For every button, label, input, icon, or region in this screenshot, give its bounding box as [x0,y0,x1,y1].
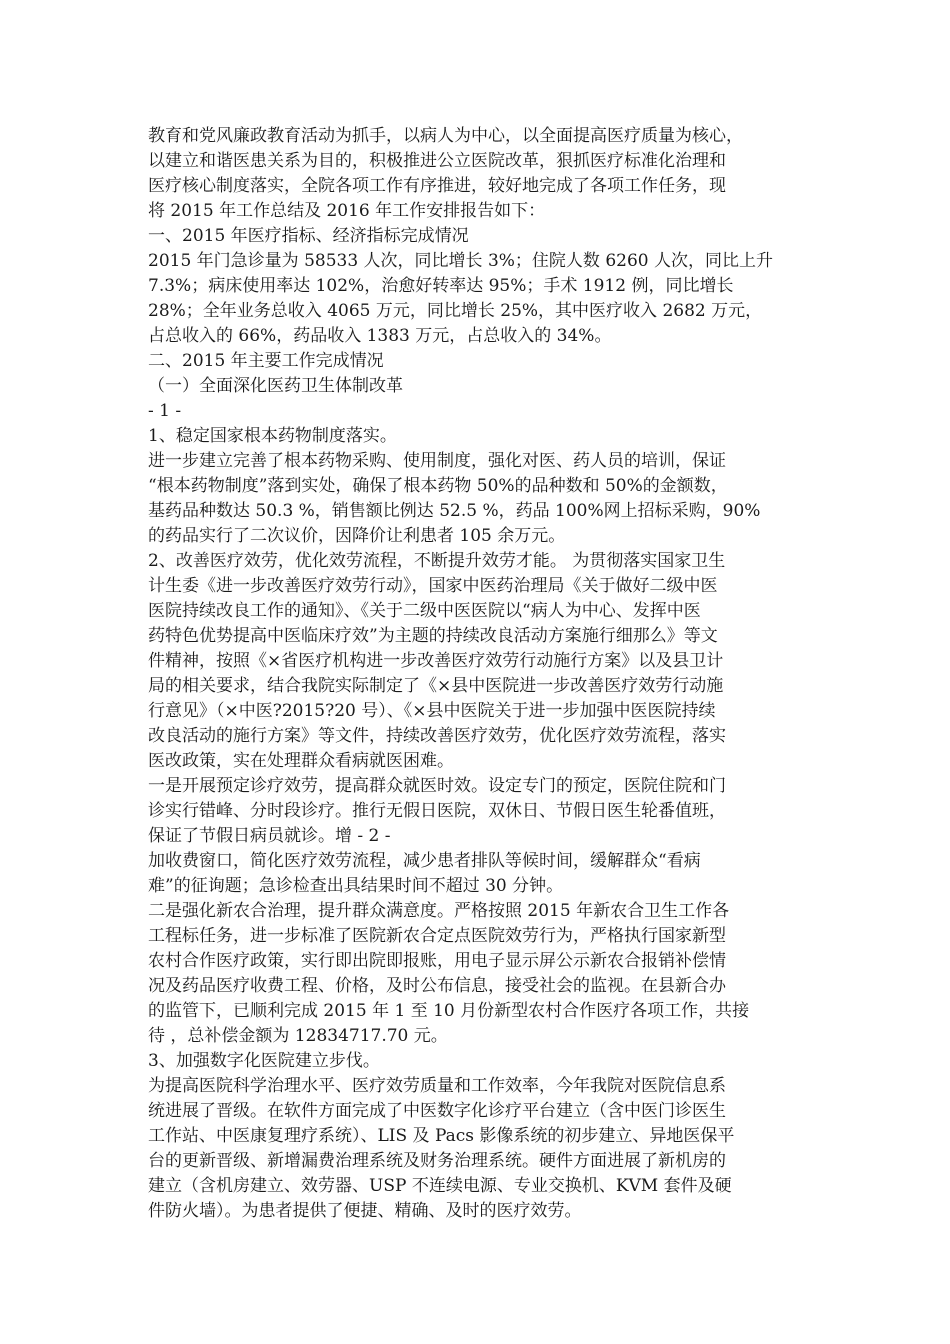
text-line: 二是强化新农合治理，提升群众满意度。严格按照 2015 年新农合卫生工作各 [148,901,730,921]
text-line: 以建立和谐医患关系为目的，积极推进公立医院改革，狠抓医疗标准化治理和 [148,151,726,171]
text-line: 待 ，总补偿金额为 12834717.70 元。 [148,1026,448,1046]
text-line: 2015 年门急诊量为 58533 人次，同比增长 3%；住院人数 6260 人次，同比上升 [148,251,773,271]
text-line: 7.3%；病床使用率达 102%，治愈好转率达 95%；手术 1912 例，同比增长 [148,276,734,296]
text-line: 工作站、中医康复理疗系统）、LIS 及 Pacs 影像系统的初步建立、异地医保平 [148,1126,735,1146]
text-line: 的药品实行了二次议价，因降价让利患者 105 余万元。 [148,526,566,546]
text-line: 的监管下，已顺利完成 2015 年 1 至 10 月份新型农村合作医疗各项工作，共接 [148,1001,750,1021]
text-line: 药特色优势提高中医临床疗效”为主题的持续改良活动方案施行细那么》等文 [148,626,718,646]
text-line: 加收费窗口，简化医疗效劳流程，减少患者排队等候时间，缓解群众“看病 [148,851,701,871]
text-line: 台的更新晋级、新增漏费治理系统及财务治理系统。硬件方面进展了新机房的 [148,1151,726,1171]
text-line: 统进展了晋级。在软件方面完成了中医数字化诊疗平台建立（含中医门诊医生 [148,1101,726,1121]
section-heading: 二、2015 年主要工作完成情况 [148,351,384,371]
text-line: 改良活动的施行方案》等文件，持续改善医疗效劳，优化医疗效劳流程，落实 [148,726,726,746]
text-line: 工程标任务，进一步标准了医院新农合定点医院效劳行为，严格执行国家新型 [148,926,726,946]
text-line: 教育和党风廉政教育活动为抓手，以病人为中心，以全面提高医疗质量为核心， [148,126,743,146]
text-line: 件防火墙）。为患者提供了便捷、精确、及时的医疗效劳。 [148,1201,582,1221]
text-line: 将 2015 年工作总结及 2016 年工作安排报告如下： [148,201,546,221]
text-line: 一是开展预定诊疗效劳，提高群众就医时效。设定专门的预定，医院住院和门 [148,776,726,796]
item-heading: 1、稳定国家根本药物制度落实。 [148,426,397,446]
text-line: 计生委《进一步改善医疗效劳行动》，国家中医药治理局《关于做好二级中医 [148,576,718,596]
text-line: 诊实行错峰、分时段诊疗。推行无假日医院，双休日、节假日医生轮番值班， [148,801,726,821]
section-heading: 一、2015 年医疗指标、经济指标完成情况 [148,226,469,246]
text-line: 难”的征询题；急诊检查出具结果时间不超过 30 分钟。 [148,876,564,896]
document-body [148,124,810,1224]
text-line: 保证了节假日病员就诊。增 - 2 - [148,826,391,846]
text-line: 件精神，按照《×省医疗机构进一步改善医疗效劳行动施行方案》以及县卫计 [148,651,724,671]
text-line: 况及药品医疗收费工程、价格，及时公布信息，接受社会的监视。在县新合办 [148,976,726,996]
text-line: 医院持续改良工作的通知》、《关于二级中医医院以“病人为中心、发挥中医 [148,601,701,621]
text-line: 建立（含机房建立、效劳器、USP 不连续电源、专业交换机、KVM 套件及硬 [148,1176,732,1196]
text-line: 进一步建立完善了根本药物采购、使用制度，强化对医、药人员的培训，保证 [148,451,726,471]
item-heading: 3、加强数字化医院建立步伐。 [148,1051,380,1071]
item-heading: 2、改善医疗效劳，优化效劳流程，不断提升效劳才能。 为贯彻落实国家卫生 [148,551,726,571]
subsection-heading: （一）全面深化医药卫生体制改革 [148,376,403,396]
text-line: 占总收入的 66%，药品收入 1383 万元，占总收入的 34%。 [148,326,612,346]
text-line: 28%；全年业务总收入 4065 万元，同比增长 25%，其中医疗收入 2682 万元， [148,301,763,321]
text-line: 为提高医院科学治理水平、医疗效劳质量和工作效率，今年我院对医院信息系 [148,1076,726,1096]
text-line: 医疗核心制度落实，全院各项工作有序推进，较好地完成了各项工作任务，现 [148,176,726,196]
text-line: 行意见》（×中医?2015?20 号）、《×县中医院关于进一步加强中医医院持续 [148,701,716,721]
page-number: - 1 - [148,401,182,421]
text-line: 局的相关要求，结合我院实际制定了《×县中医院进一步改善医疗效劳行动施 [148,676,724,696]
text-line: 基药品种数达 50.3 %，销售额比例达 52.5 %，药品 100%网上招标采购，90% [148,501,761,521]
text-line: 医改政策，实在处理群众看病就医困难。 [148,751,454,771]
text-line: 农村合作医疗政策，实行即出院即报账，用电子显示屏公示新农合报销补偿情 [148,951,726,971]
text-line: “根本药物制度”落到实处，确保了根本药物 50%的品种数和 50%的金额数， [148,476,728,496]
